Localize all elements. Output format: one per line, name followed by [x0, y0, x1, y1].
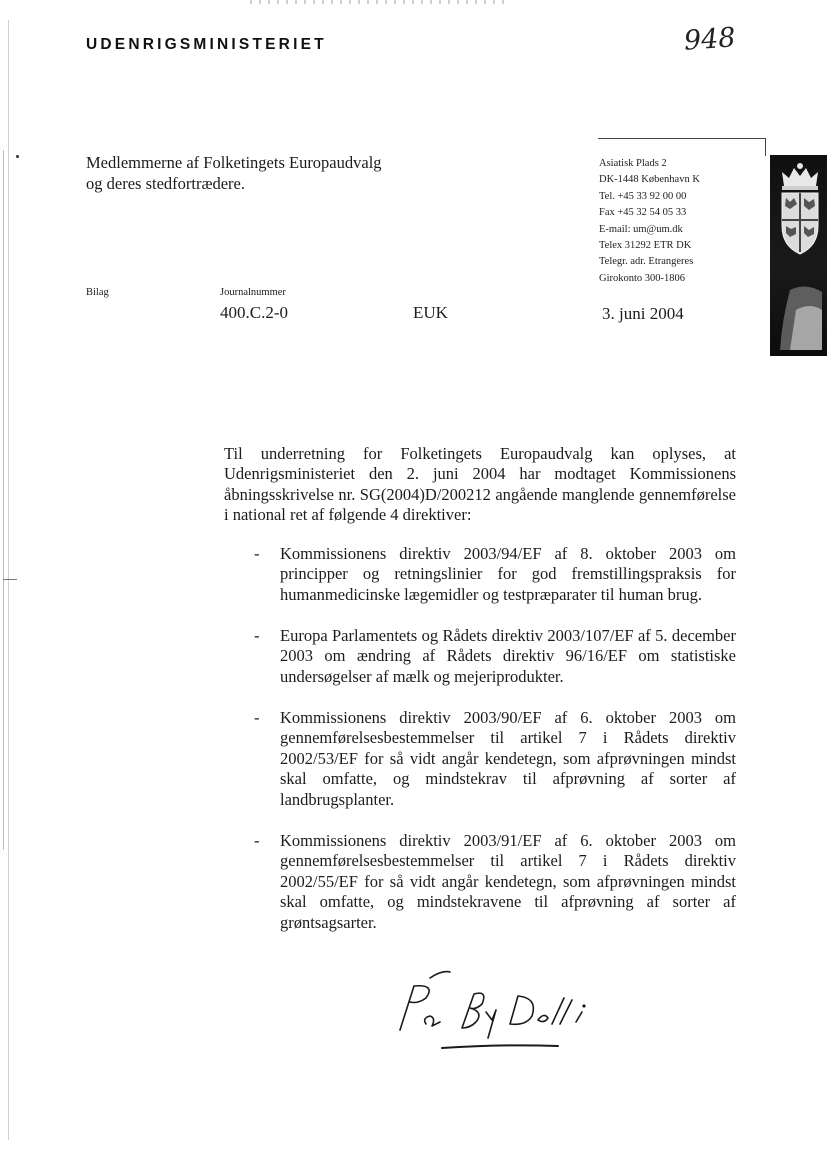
list-item-text: Kommissionens direktiv 2003/94/EF af 8. oktober 2003 om principper og retningslinier for god fremstillingspraksis for humanmedicinske lægemidler og testpræparater til human brug.: [280, 544, 736, 604]
address-line: Asiatisk Plads 2: [599, 158, 667, 169]
danish-royal-coat-of-arms-icon: [776, 160, 824, 350]
list-item: [254, 544, 736, 605]
scan-edge-line: [3, 150, 4, 850]
scan-smudge: [250, 0, 510, 4]
address-rule: [765, 138, 766, 156]
journal-number: 400.C.2-0: [220, 303, 288, 322]
recipients-line: og deres stedfortrædere.: [86, 174, 245, 193]
scan-edge-line: [8, 20, 9, 1140]
handwritten-page-number: 948: [682, 22, 737, 57]
list-item-text: Europa Parlamentets og Rådets direktiv 2003/107/EF af 5. december 2003 om ændring af Rådets direktiv 96/16/EF om statistiske undersøgelser af mælk og mejeriprodukter.: [280, 626, 736, 686]
scan-edge-mark: [3, 579, 17, 580]
handwritten-signature-icon: [392, 968, 602, 1054]
address-line: Telegr. adr. Etrangeres: [599, 256, 694, 268]
journal-label: Journalnummer: [220, 287, 286, 298]
list-item-text: Kommissionens direktiv 2003/90/EF af 6. oktober 2003 om gennemførelsesbestemmelser til artikel 7 i Rådets direktiv 2002/53/EF for så vidt angår kendetegn, som afprøvningen mindst skal omfatte, og mindstekrav til afprøvning af sorter af landbrugsplanter.: [280, 708, 736, 809]
letter-date: 3. juni 2004: [602, 304, 684, 323]
ministry-name: UDENRIGSMINISTERIET: [86, 36, 327, 53]
recipients: [86, 152, 506, 194]
recipients-line: Medlemmerne af Folketingets Europaudvalg: [86, 153, 382, 172]
office-unit: EUK: [413, 303, 448, 322]
address-line: Girokonto 300-1806: [599, 272, 686, 284]
address-line: E-mail: um@um.dk: [599, 223, 683, 235]
address-line: Tel. +45 33 92 00 00: [599, 190, 687, 202]
address-line: DK-1448 København K: [599, 174, 700, 186]
scan-dot: [16, 155, 19, 158]
list-item: [254, 708, 736, 810]
list-item: [254, 626, 736, 687]
bullet-dash: -: [254, 544, 260, 563]
address-line: Fax +45 32 54 05 33: [599, 207, 687, 219]
bilag-label: Bilag: [86, 287, 109, 298]
address-rule: [598, 138, 766, 139]
address-line: Telex 31292 ETR DK: [599, 240, 692, 252]
bullet-dash: -: [254, 831, 260, 850]
bullet-dash: -: [254, 708, 260, 727]
list-item-text: Kommissionens direktiv 2003/91/EF af 6. oktober 2003 om gennemførelsesbestemmelser til artikel 7 i Rådets direktiv 2002/55/EF for så vidt angår kendetegn, som afprøvningen mindst skal omfatte, og mindstekravene til afprøvning af sorter af grøntsagsarter.: [280, 831, 736, 932]
sender-address: [599, 156, 700, 287]
intro-paragraph: Til underretning for Folketingets Europaudvalg kan oplyses, at Udenrigsministeriet den 2. juni 2004 har modtaget Kommissionens åbningsskrivelse nr. SG(2004)D/200212 angående manglende gennemførelse i national ret af følgende 4 direktiver:: [224, 444, 736, 525]
list-item: [254, 831, 736, 933]
bullet-dash: -: [254, 626, 260, 645]
